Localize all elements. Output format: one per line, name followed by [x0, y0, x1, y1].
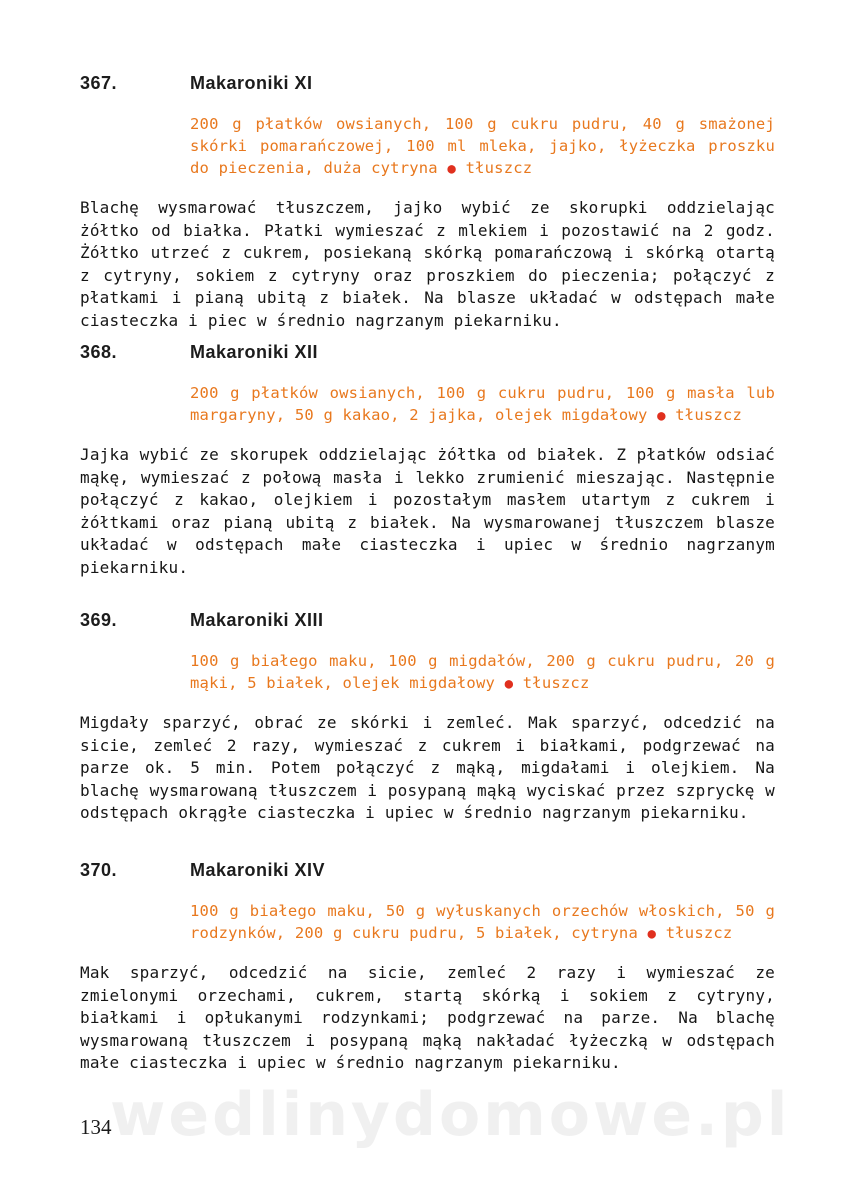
ingredients-list [190, 900, 775, 945]
recipe-370 [80, 860, 775, 1091]
recipe-method: Mak sparzyć, odcedzić na sicie, zemleć 2 razy i wymieszać ze zmielonymi orzechami, cukrem, startą skórką i sokiem z cytryny, białkami i opłukanymi rodzynkami; podgrzewać na parze. Na blachę wysmarowaną tłuszczem i posypaną mąką nakładać łyżeczką w odstępach małe ciasteczka i upiec w średnio nagrzanym piekarniku. [80, 963, 775, 1072]
ingredients-list [190, 113, 775, 180]
ingredients-text: 100 g białego maku, 50 g wyłuskanych orzechów włoskich, 50 g rodzynków, 200 g cukru pudru, 5 białek, cytryna [190, 902, 775, 942]
ingredients-extra: tłuszcz [522, 674, 590, 692]
recipe-number: 368. [80, 342, 118, 362]
bullet-icon: ● [504, 676, 514, 692]
recipe-title: Makaroniki XII [190, 342, 319, 362]
watermark: wedlinydomowe.pl [110, 1080, 791, 1150]
recipe-method: Jajka wybić ze skorupek oddzielając żółtka od białek. Z płatków odsiać mąkę, wymieszać z połową masła i lekko zrumienić mieszając. Następnie połączyć z kakao, olejkiem i pozostałym masłem utartym z cukrem i żółtkami oraz pianą ubitą z białek. Na wysmarowanej tłuszczem blasze układać w odstępach małe ciasteczka i upiec w średnio nagrzanym piekarniku. [80, 445, 775, 577]
recipe-title: Makaroniki XIII [190, 610, 324, 630]
recipe-368 [80, 342, 775, 595]
ingredients-text: 200 g płatków owsianych, 100 g cukru pudru, 100 g masła lub margaryny, 50 g kakao, 2 jajka, olejek migdałowy [190, 384, 775, 424]
ingredients-extra: tłuszcz [465, 159, 533, 177]
recipe-heading [80, 342, 775, 372]
recipe-367 [80, 73, 775, 348]
recipe-number: 369. [80, 610, 118, 630]
recipe-title: Makaroniki XIV [190, 860, 326, 880]
ingredients-list [190, 650, 775, 695]
ingredients-text: 100 g białego maku, 100 g migdałów, 200 g cukru pudru, 20 g mąki, 5 białek, olejek migdałowy [190, 652, 775, 692]
recipe-heading [80, 610, 775, 640]
bullet-icon: ● [657, 408, 666, 424]
recipe-method: Blachę wysmarować tłuszczem, jajko wybić ze skorupki oddzielając żółtko od białka. Płatki wymieszać z mlekiem i pozostawić na 2 godz. Żółtko utrzeć z cukrem, posiekaną skórką pomarańczową i skórką otartą z cytryny, sokiem z cytryny oraz proszkiem do pieczenia; połączyć z płatkami i pianą ubitą z białek. Na blasze układać w odstępach małe ciasteczka i piec w średnio nagrzanym piekarniku. [80, 198, 775, 330]
recipe-heading [80, 860, 775, 890]
recipe-heading [80, 73, 775, 103]
ingredients-extra: tłuszcz [675, 406, 742, 424]
bullet-icon: ● [447, 161, 457, 177]
recipe-number: 370. [80, 860, 118, 880]
page-number: 134 [80, 1115, 112, 1139]
recipe-number: 367. [80, 73, 118, 93]
recipe-method: Migdały sparzyć, obrać ze skórki i zemleć. Mak sparzyć, odcedzić na sicie, zemleć 2 razy, wymieszać z cukrem i białkami, podgrzewać na parze ok. 5 min. Potem połączyć z mąką, migdałami i olejkiem. Na blachę wysmarowaną tłuszczem i posypaną mąką wyciskać przez szpryckę w odstępach okrągłe ciasteczka i upiec w średnio nagrzanym piekarniku. [80, 713, 775, 822]
ingredients-list [190, 382, 775, 427]
ingredients-text: 200 g płatków owsianych, 100 g cukru pudru, 40 g smażonej skórki pomarańczowej, 100 ml mleka, jajko, łyżeczka proszku do pieczenia, duża cytryna [190, 115, 775, 177]
bullet-icon: ● [647, 926, 657, 942]
recipe-title: Makaroniki XI [190, 73, 313, 93]
recipe-369 [80, 610, 775, 841]
ingredients-extra: tłuszcz [665, 924, 733, 942]
